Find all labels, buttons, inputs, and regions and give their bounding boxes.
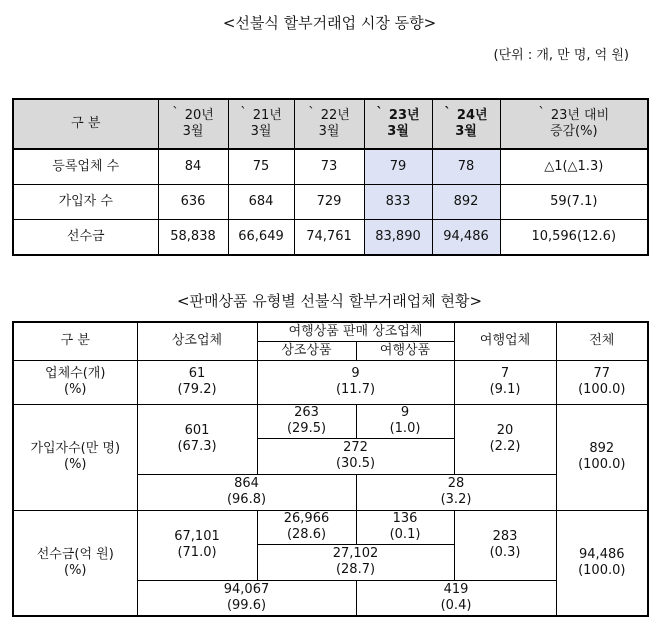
table-cell: 9 (11.7) bbox=[257, 360, 454, 404]
table-cell: 729 bbox=[294, 185, 364, 220]
row-label-companies: 업체수(개) (%) bbox=[13, 360, 137, 404]
table-cell: 67,101 (71.0) bbox=[137, 510, 257, 580]
table-cell: 83,890 bbox=[364, 220, 432, 256]
table-row bbox=[13, 149, 648, 185]
table-row bbox=[13, 220, 648, 256]
table-cell: 833 bbox=[364, 185, 432, 220]
table-cell: 864 (96.8) bbox=[137, 474, 356, 510]
table-cell: 7 (9.1) bbox=[454, 360, 556, 404]
table-row bbox=[13, 185, 648, 220]
table-cell: 601 (67.3) bbox=[137, 404, 257, 474]
table-header-row bbox=[13, 99, 648, 149]
row-label: 가입자 수 bbox=[13, 185, 158, 220]
table-cell: 892 (100.0) bbox=[556, 404, 648, 510]
table-row-members bbox=[13, 404, 648, 438]
table-cell: 27,102 (28.7) bbox=[257, 544, 454, 580]
table-cell: 892 bbox=[432, 185, 500, 220]
header-change: ` 23년 대비 증감(%) bbox=[500, 99, 648, 149]
market-trend-title: <선불식 할부거래업 시장 동향> bbox=[222, 14, 437, 32]
table-header-row bbox=[13, 322, 648, 341]
table-cell: 26,966 (28.6) bbox=[257, 510, 356, 544]
header-funeral-company: 상조업체 bbox=[137, 322, 257, 360]
table-cell: 283 (0.3) bbox=[454, 510, 556, 580]
header-2022: ` 22년 3월 bbox=[294, 99, 364, 149]
table-cell: 20 (2.2) bbox=[454, 404, 556, 474]
table-row-prepaid bbox=[13, 510, 648, 544]
header-total: 전체 bbox=[556, 322, 648, 360]
table-cell: 272 (30.5) bbox=[257, 438, 454, 474]
table-cell: 28 (3.2) bbox=[356, 474, 556, 510]
table-cell: 263 (29.5) bbox=[257, 404, 356, 438]
table-cell: 84 bbox=[158, 149, 228, 185]
row-label-prepaid: 선수금(억 원) (%) bbox=[13, 510, 137, 616]
table-cell: 94,486 (100.0) bbox=[556, 510, 648, 616]
table-cell: 79 bbox=[364, 149, 432, 185]
table-cell: 73 bbox=[294, 149, 364, 185]
header-2023: ` 23년 3월 bbox=[364, 99, 432, 149]
product-type-title: <판매상품 유형별 선불식 할부거래업체 현황> bbox=[176, 292, 483, 310]
table-cell: 77 (100.0) bbox=[556, 360, 648, 404]
header-2024: ` 24년 3월 bbox=[432, 99, 500, 149]
header-2020: ` 20년 3월 bbox=[158, 99, 228, 149]
header-category: 구 분 bbox=[13, 99, 158, 149]
table-row-companies bbox=[13, 360, 648, 404]
table-cell: 59(7.1) bbox=[500, 185, 648, 220]
header-travel-goods: 여행상품 bbox=[356, 341, 454, 360]
table-cell: 74,761 bbox=[294, 220, 364, 256]
table-cell: 10,596(12.6) bbox=[500, 220, 648, 256]
table-cell: 94,067 (99.6) bbox=[137, 580, 356, 616]
table-cell: 78 bbox=[432, 149, 500, 185]
table-cell: 9 (1.0) bbox=[356, 404, 454, 438]
table-cell: 66,649 bbox=[228, 220, 294, 256]
table-cell: 61 (79.2) bbox=[137, 360, 257, 404]
table-cell: △1(△1.3) bbox=[500, 149, 648, 185]
table-cell: 58,838 bbox=[158, 220, 228, 256]
table-cell: 684 bbox=[228, 185, 294, 220]
row-label: 선수금 bbox=[13, 220, 158, 256]
market-trend-table bbox=[12, 98, 649, 256]
row-label: 등록업체 수 bbox=[13, 149, 158, 185]
table-cell: 94,486 bbox=[432, 220, 500, 256]
header-travel-company: 여행업체 bbox=[454, 322, 556, 360]
row-label-members: 가입자수(만 명) (%) bbox=[13, 404, 137, 510]
table-cell: 636 bbox=[158, 185, 228, 220]
table-cell: 75 bbox=[228, 149, 294, 185]
unit-note: (단위 : 개, 만 명, 억 원) bbox=[493, 48, 629, 63]
table-cell: 419 (0.4) bbox=[356, 580, 556, 616]
header-funeral-goods: 상조상품 bbox=[257, 341, 356, 360]
product-type-table bbox=[12, 321, 649, 617]
header-travel-selling-company: 여행상품 판매 상조업체 bbox=[257, 322, 454, 341]
header-2021: ` 21년 3월 bbox=[228, 99, 294, 149]
header-category: 구 분 bbox=[13, 322, 137, 360]
table-cell: 136 (0.1) bbox=[356, 510, 454, 544]
